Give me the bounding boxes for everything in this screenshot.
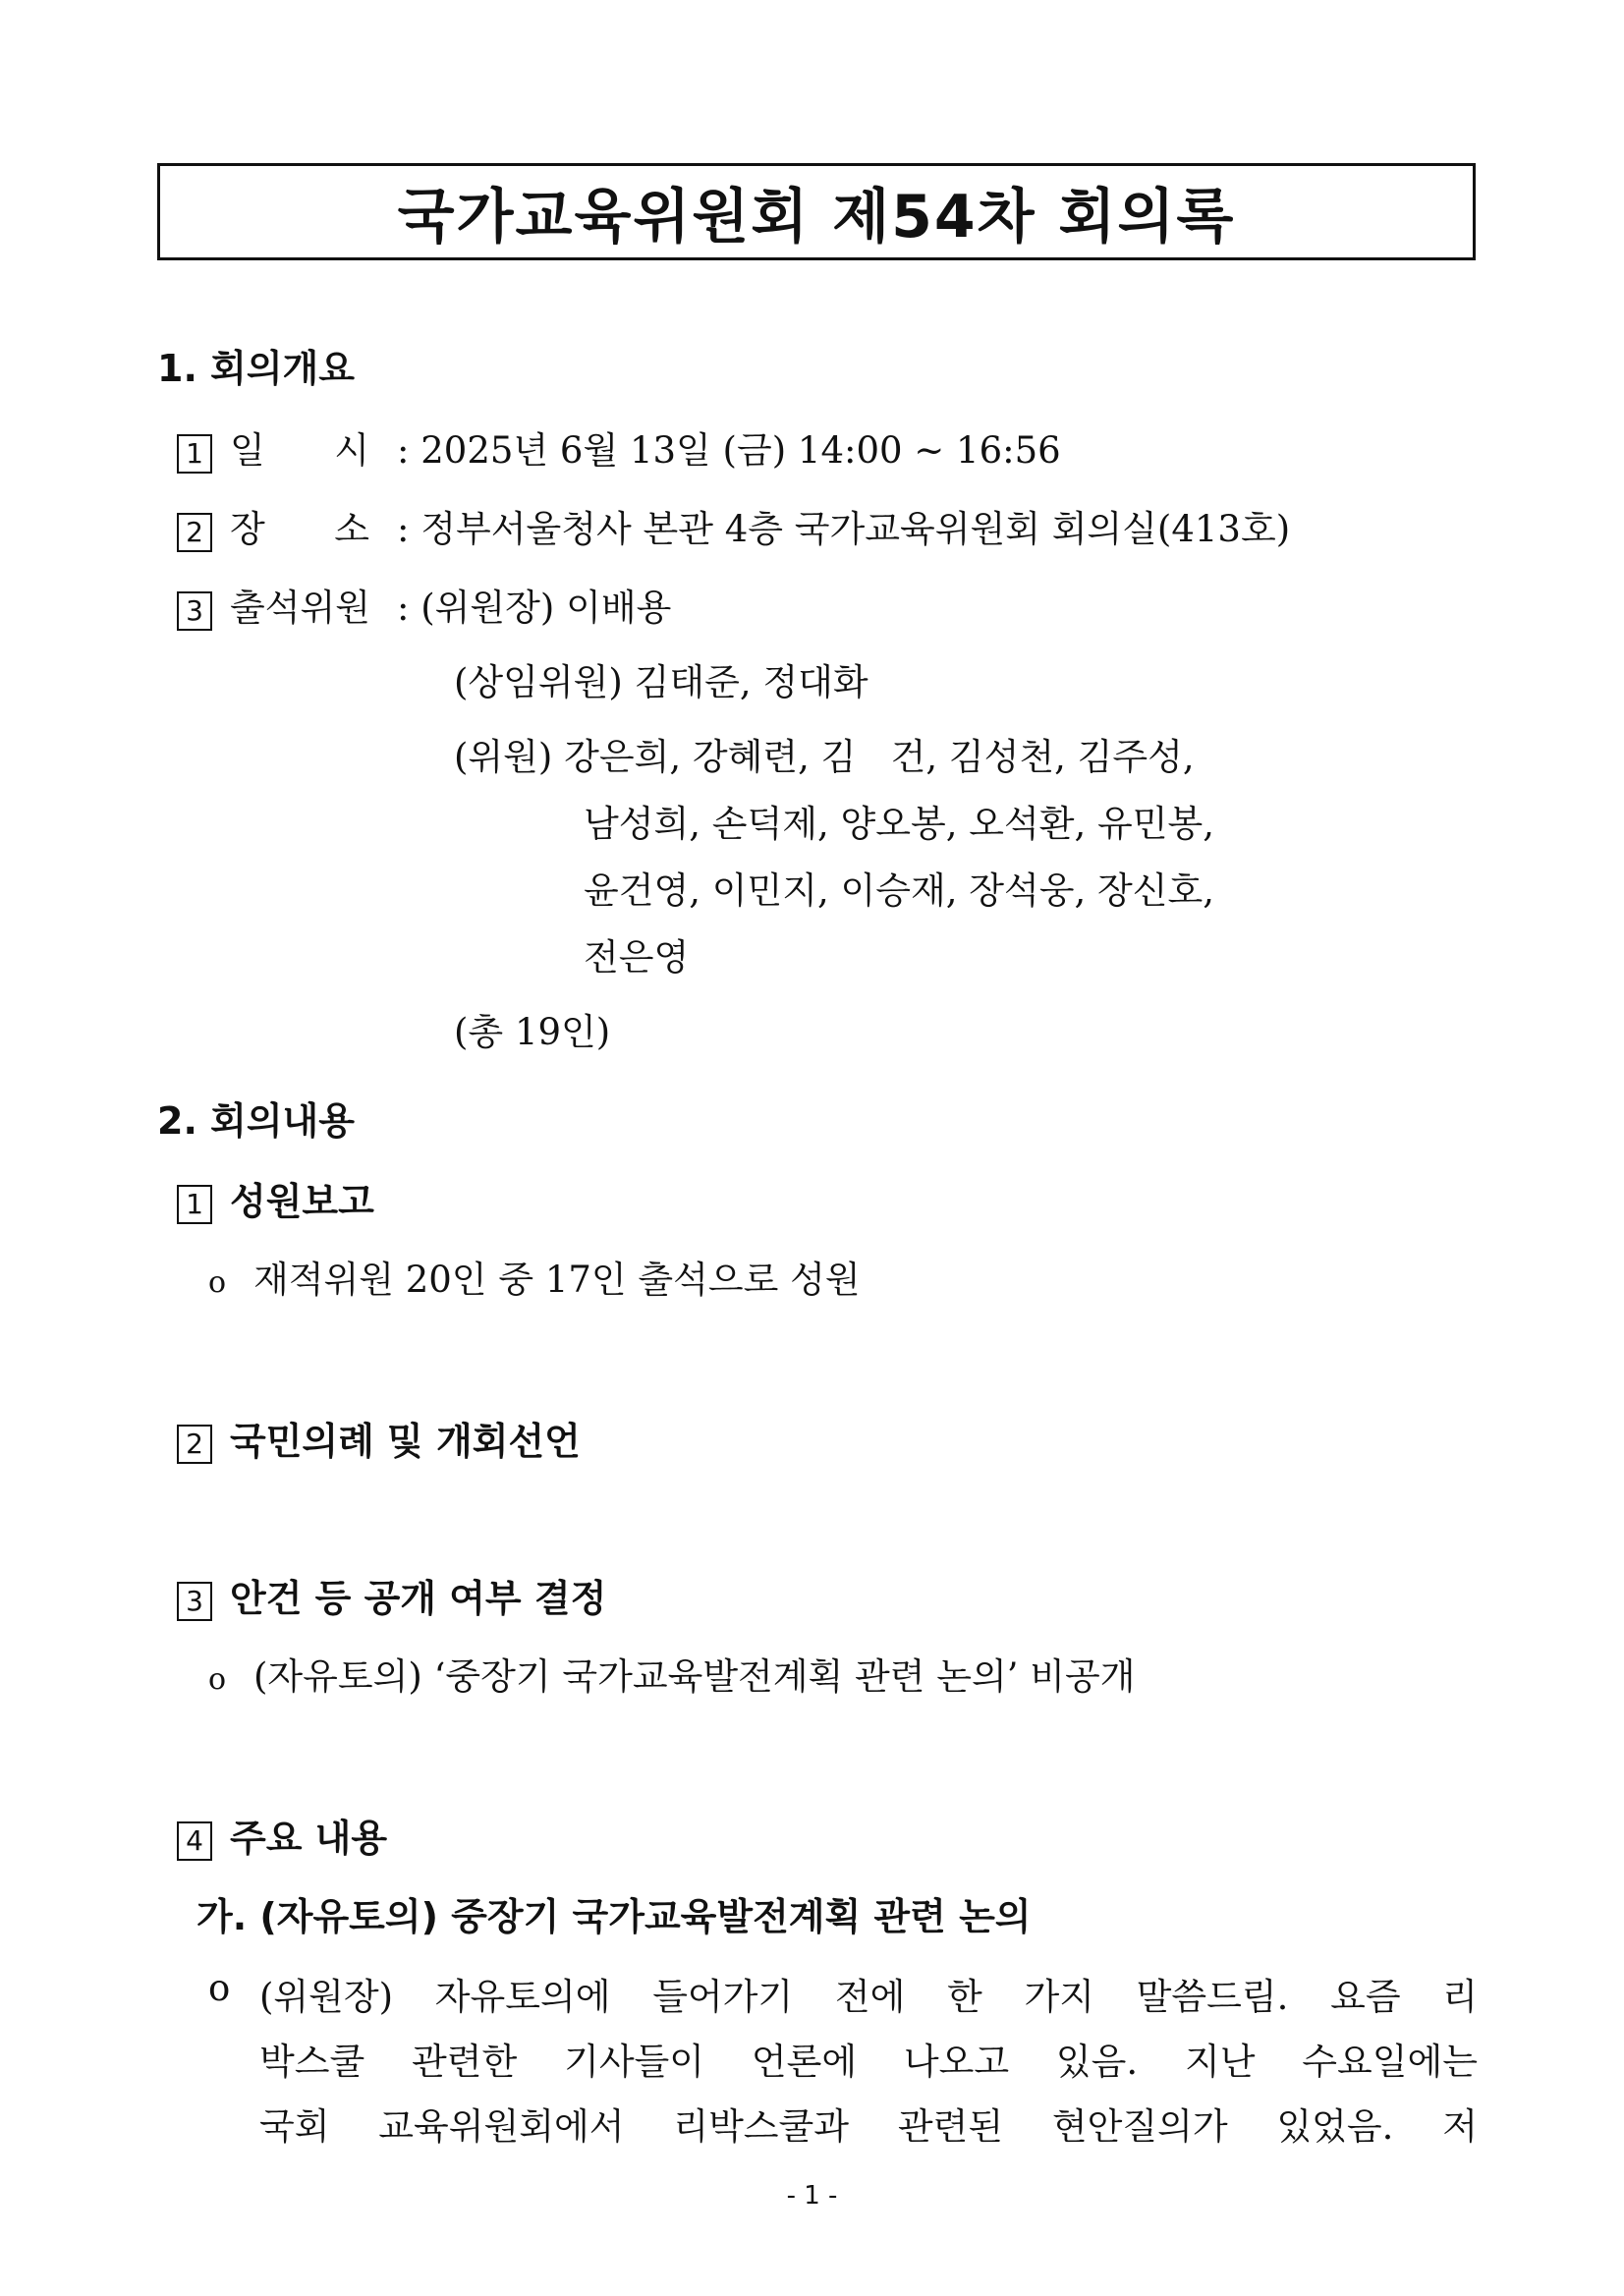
overview-place-row [177, 499, 1290, 552]
item-number-box: 1 [177, 1185, 212, 1224]
date-label: 일 시 [230, 429, 370, 472]
subsection-disclosure [177, 1568, 606, 1622]
title-box [157, 163, 1476, 260]
overview-attendees-row [177, 578, 671, 631]
item-number-box: 3 [177, 591, 212, 631]
place-value: 정부서울청사 본관 4층 국가교육위원회 회의실(413호) [420, 508, 1291, 550]
disclosure-bullet [208, 1647, 1136, 1700]
members-line-4: 전은영 [584, 936, 690, 979]
quorum-text: 재적위원 20인 중 17인 출석으로 성원 [253, 1259, 861, 1301]
place-colon: : [397, 508, 410, 550]
topic-heading: 가. (자유토의) 중장기 국가교육발전계획 관련 논의 [196, 1895, 1032, 1938]
item-number-box: 2 [177, 513, 212, 552]
page-number: - 1 - [786, 2181, 838, 2211]
chair-value: (위원장) 이배용 [420, 587, 672, 629]
section-1-heading: 1. 회의개요 [157, 347, 355, 390]
disclosure-text: (자유토의) ‘중장기 국가교육발전계획 관련 논의’ 비공개 [253, 1655, 1136, 1698]
date-value: 2025년 6월 13일 (금) 14:00 ~ 16:56 [420, 429, 1061, 472]
paragraph-bullet: o [208, 1967, 231, 2009]
members-line-1: (위원) 강은희, 강혜련, 김 건, 김성천, 김주성, [454, 736, 1195, 778]
members-line-2: 남성희, 손덕제, 양오봉, 오석환, 유민봉, [584, 803, 1214, 845]
members-line-3: 윤건영, 이민지, 이승재, 장석웅, 장신호, [584, 869, 1214, 912]
bullet-icon: o [208, 1265, 227, 1300]
paragraph-line-2: 박스쿨 관련한 기사들이 언론에 나오고 있음. 지난 수요일에는 [259, 2041, 1478, 2083]
subsection-quorum [177, 1171, 374, 1225]
paragraph-line-3: 국회 교육위원회에서 리박스쿨과 관련된 현안질의가 있었음. 저 [259, 2105, 1478, 2148]
subsection-ceremony-label: 국민의례 및 개회선언 [230, 1420, 581, 1463]
item-number-box: 1 [177, 434, 212, 474]
document-title: 국가교육위원회 제54차 회의록 [397, 182, 1236, 252]
section-2-heading: 2. 회의내용 [157, 1099, 355, 1143]
quorum-bullet [208, 1250, 861, 1303]
item-number-box: 2 [177, 1425, 212, 1464]
subsection-main-label: 주요 내용 [230, 1817, 388, 1860]
paragraph-line-1: (위원장) 자유토의에 들어가기 전에 한 가지 말씀드림. 요즘 리 [259, 1976, 1478, 2018]
attendees-colon: : [397, 587, 410, 629]
bullet-icon: o [208, 1662, 227, 1697]
standing-members: (상임위원) 김태준, 정대화 [454, 661, 868, 703]
place-label: 장 소 [230, 508, 370, 550]
attendees-label: 출석위원 [230, 587, 370, 629]
subsection-ceremony [177, 1411, 581, 1465]
item-number-box: 4 [177, 1821, 212, 1861]
overview-date-row [177, 420, 1061, 474]
subsection-main [177, 1808, 387, 1862]
subsection-quorum-label: 성원보고 [230, 1180, 374, 1223]
attendance-total: (총 19인) [454, 1011, 611, 1053]
date-colon: : [397, 429, 410, 472]
item-number-box: 3 [177, 1582, 212, 1621]
subsection-disclosure-label: 안건 등 공개 여부 결정 [230, 1577, 607, 1620]
